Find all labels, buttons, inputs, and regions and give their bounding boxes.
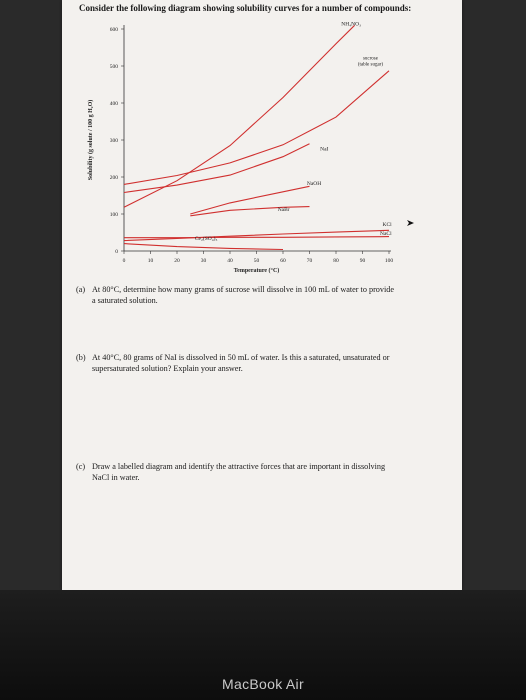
x-tick-label: 70: [306, 258, 313, 264]
series-line-kcl: [124, 230, 389, 240]
worksheet-heading: Consider the following diagram showing solubility curves for a number of compounds:: [79, 3, 412, 13]
question-b-label: (b): [76, 353, 86, 362]
x-tick-label: 40: [227, 258, 233, 264]
question-b: [76, 352, 456, 374]
x-tick-label: 20: [174, 258, 180, 264]
series-label-ce-so: Ce₂(SO₄)₃: [194, 235, 218, 242]
series-line-nh-no: [124, 25, 355, 207]
y-axis-title: Solubility (g solute / 100 g H₂O): [88, 99, 94, 181]
series-label-nai: NaI: [320, 146, 329, 153]
question-a: [76, 284, 456, 306]
worksheet-page: [62, 0, 462, 590]
solubility-chart: [62, 0, 462, 290]
y-tick-label: 600: [109, 27, 118, 33]
series-label-nabr: NaBr: [277, 207, 290, 214]
y-tick-label: 100: [109, 212, 118, 218]
question-c: [76, 461, 456, 483]
series-label-naoh: NaOH: [306, 181, 322, 188]
series-label-kcl: KCl: [382, 222, 392, 229]
series-label-sucrose-table-sugar-line2: (table sugar): [357, 62, 384, 68]
x-tick-label: 50: [253, 258, 260, 264]
series-line-nai: [124, 144, 310, 193]
x-tick-label: 90: [359, 258, 366, 264]
series-line-naoh: [190, 186, 309, 214]
series-label-sucrose-table-sugar: sucrose: [362, 56, 378, 62]
x-tick-label: 60: [280, 258, 286, 264]
series-line-ce-so: [124, 244, 283, 250]
series-line-sucrose-table-sugar: [124, 71, 389, 188]
x-tick-label: 100: [384, 258, 394, 264]
x-tick-label: 10: [147, 258, 154, 264]
y-tick-label: 0: [115, 249, 118, 255]
y-tick-label: 200: [109, 175, 118, 181]
question-c-line2: NaCl in water.: [92, 473, 140, 482]
x-tick-label: 80: [333, 258, 339, 264]
y-tick-label: 500: [109, 64, 118, 70]
question-b-line1: At 40°C, 80 grams of NaI is dissolved in 50 mL of water. Is this a saturated, unsaturated or: [92, 353, 390, 362]
laptop-brand-label: MacBook Air: [222, 676, 304, 692]
question-a-line2: a saturated solution.: [92, 296, 158, 305]
series-line-nabr: [190, 207, 309, 216]
x-tick-label: 30: [200, 258, 207, 264]
series-line-nacl: [124, 237, 389, 238]
question-b-line2: supersaturated solution? Explain your answer.: [92, 364, 243, 373]
pointer-arrow-icon: [407, 220, 414, 226]
x-tick-label: 0: [122, 258, 126, 264]
series-label-nh-no: NH₄NO₃: [341, 21, 362, 28]
question-c-label: (c): [76, 462, 86, 471]
question-a-line1: At 80°C, determine how many grams of sucrose will dissolve in 100 mL of water to provide: [92, 285, 394, 294]
x-axis-title: Temperature (°C): [233, 268, 280, 274]
question-c-line1: Draw a labelled diagram and identify the attractive forces that are important in dissolving: [92, 462, 386, 471]
series-label-nacl: NaCl: [380, 231, 392, 238]
y-tick-label: 400: [109, 101, 118, 107]
question-a-label: (a): [76, 285, 86, 294]
y-tick-label: 300: [109, 138, 118, 144]
